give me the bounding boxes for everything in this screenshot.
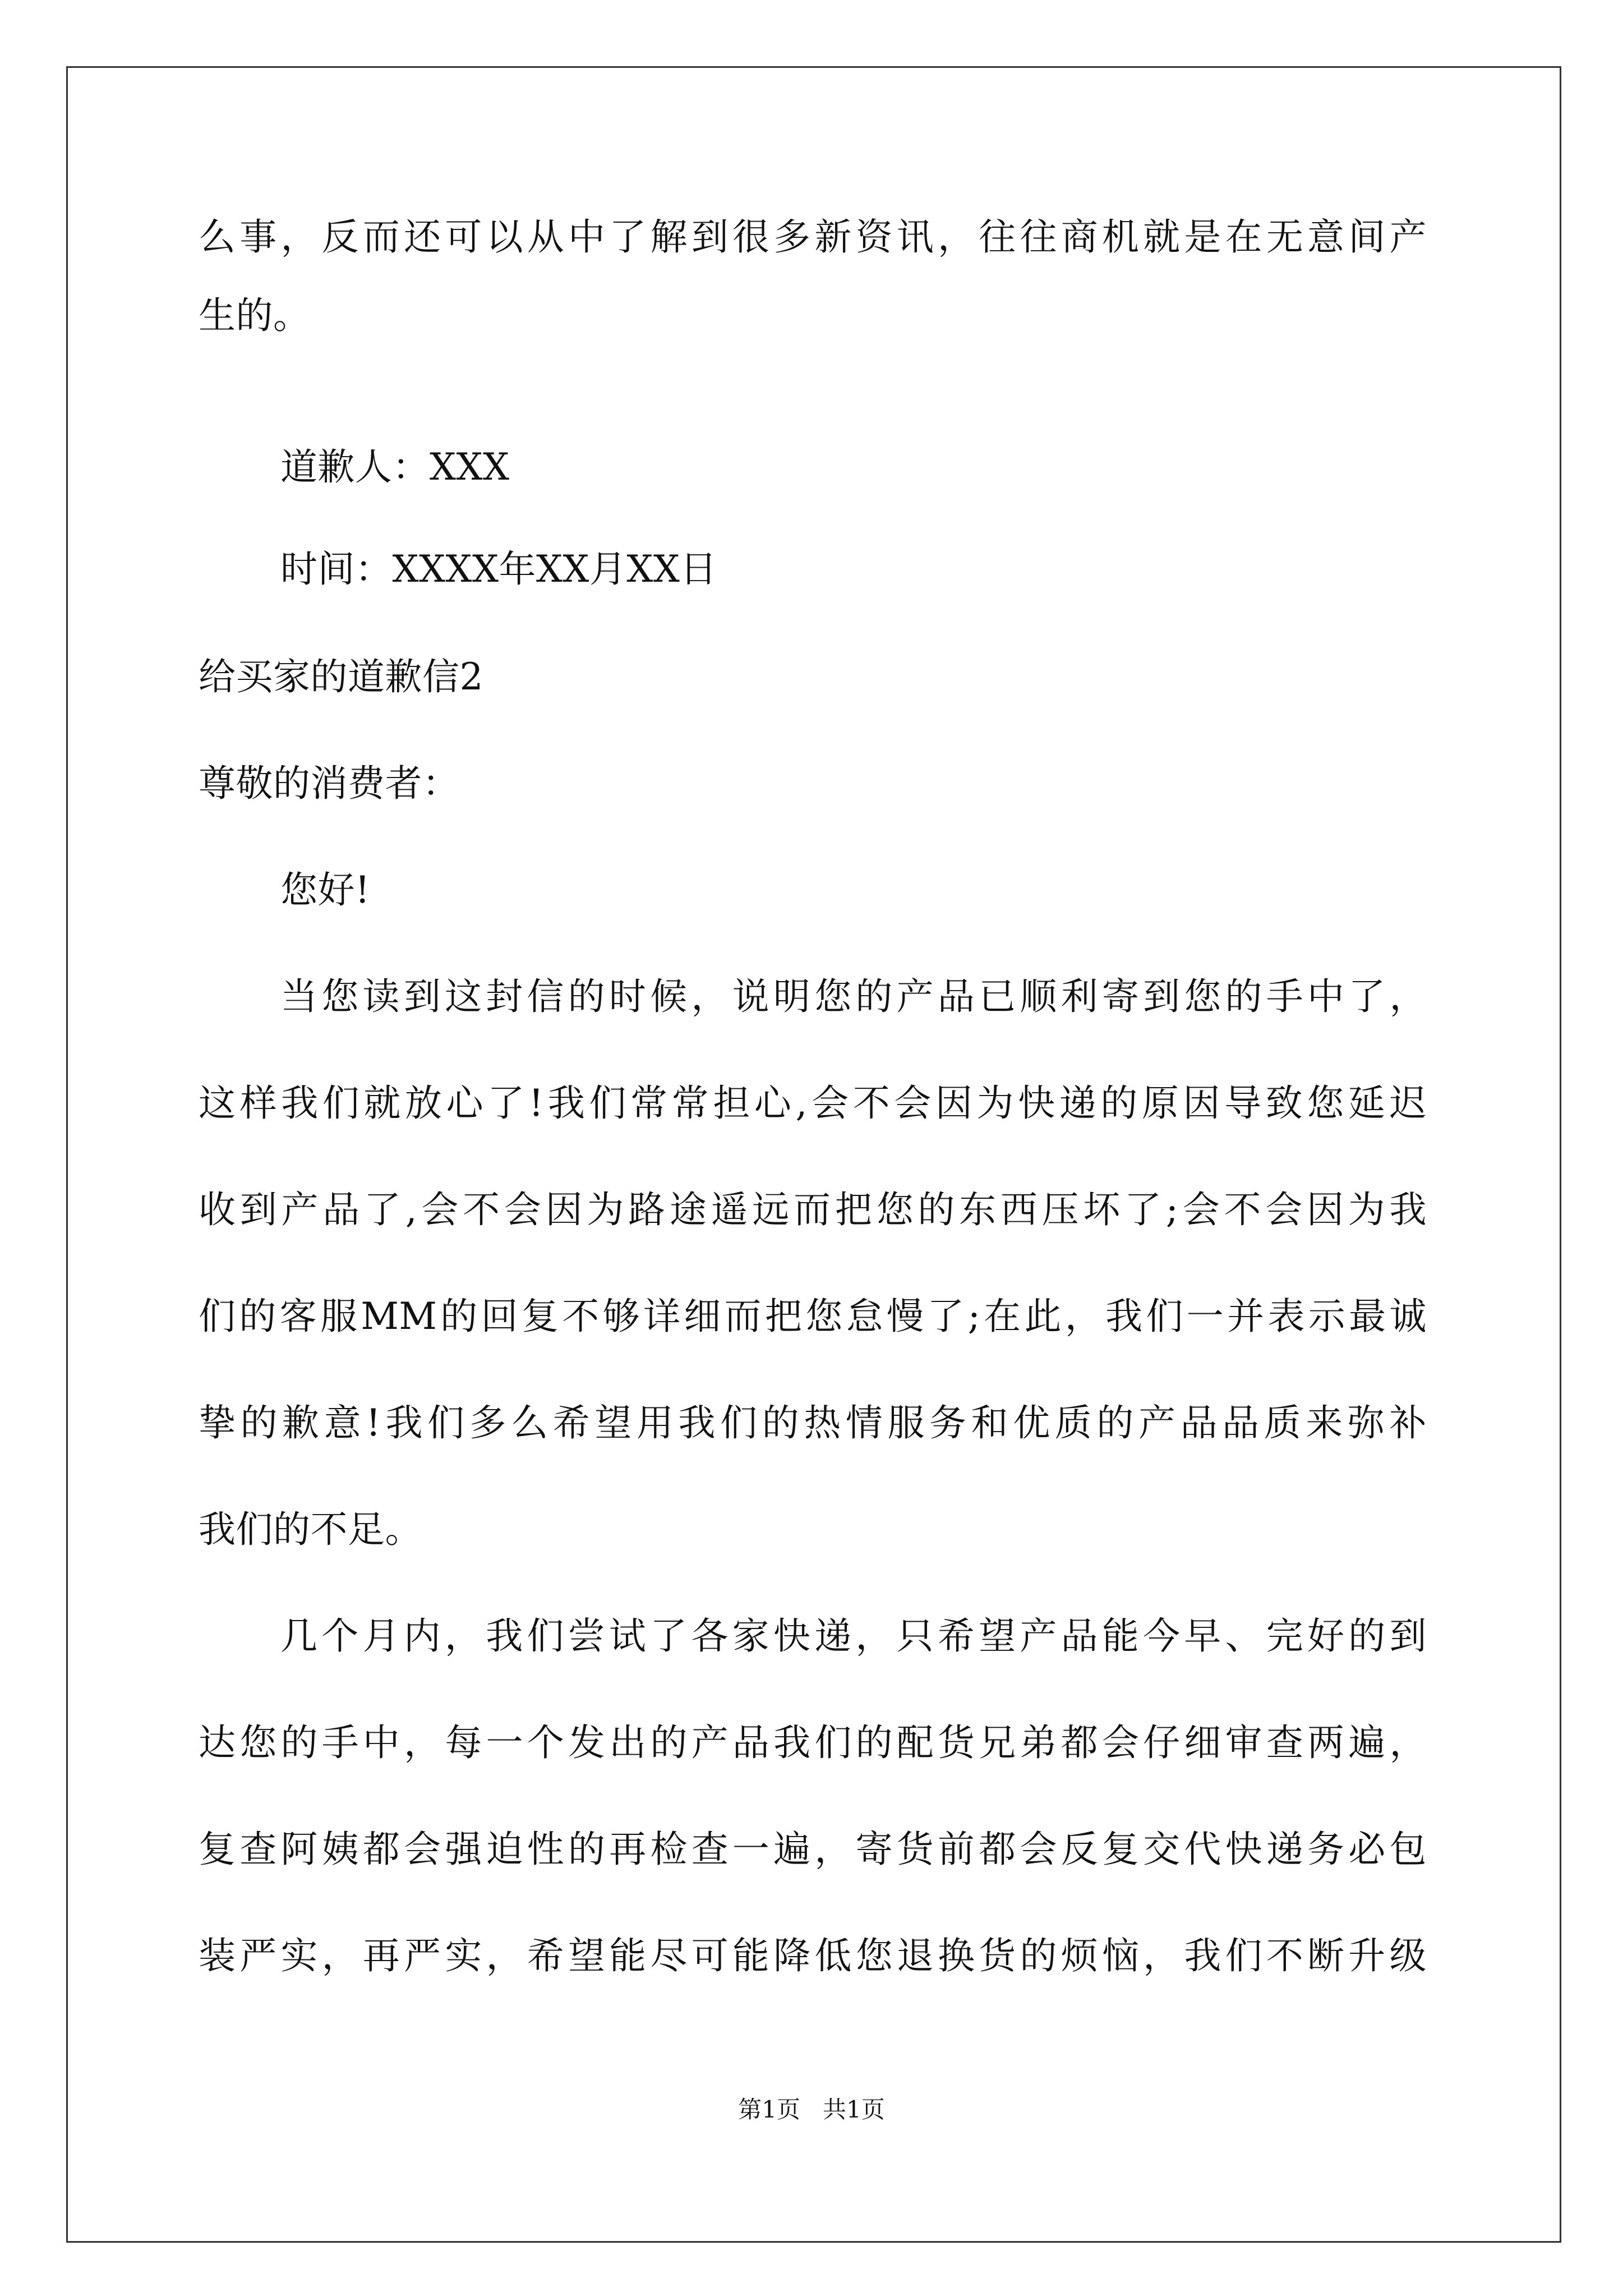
page-border bbox=[66, 66, 1561, 2243]
text-line: 达您的手中，每一个发出的产品我们的配货兄弟都会仔细审查两遍， bbox=[199, 1721, 1427, 1764]
section-title: 给买家的道歉信2 bbox=[199, 655, 483, 698]
text-line: 这样我们就放心了!我们常常担心,会不会因为快递的原因导致您延迟 bbox=[199, 1082, 1427, 1125]
signature-author: 道歉人：XXX bbox=[280, 445, 510, 489]
text-line: 生的。 bbox=[199, 294, 311, 337]
text-line: 挚的歉意!我们多么希望用我们的热情服务和优质的产品品质来弥补 bbox=[199, 1401, 1427, 1444]
text-line: 当您读到这封信的时候，说明您的产品已顺利寄到您的手中了， bbox=[280, 975, 1427, 1018]
text-line: 我们的不足。 bbox=[199, 1508, 422, 1551]
greeting: 您好! bbox=[280, 868, 371, 912]
page-number: 第1页 共1页 bbox=[738, 2096, 885, 2123]
signature-date: 时间：XXXX年XX月XX日 bbox=[280, 547, 717, 591]
text-line: 么事，反而还可以从中了解到很多新资讯，往往商机就是在无意间产 bbox=[199, 215, 1427, 259]
text-line: 复查阿姨都会强迫性的再检查一遍，寄货前都会反复交代快递务必包 bbox=[199, 1828, 1427, 1871]
text-line: 收到产品了,会不会因为路途遥远而把您的东西压坏了;会不会因为我 bbox=[199, 1188, 1427, 1231]
text-line: 们的客服MM的回复不够详细而把您怠慢了;在此，我们一并表示最诚 bbox=[199, 1295, 1427, 1338]
text-line: 几个月内，我们尝试了各家快递，只希望产品能今早、完好的到 bbox=[280, 1614, 1427, 1658]
text-line: 装严实，再严实，希望能尽可能降低您退换货的烦恼，我们不断升级 bbox=[199, 1934, 1427, 1977]
salutation: 尊敬的消费者： bbox=[199, 762, 460, 805]
